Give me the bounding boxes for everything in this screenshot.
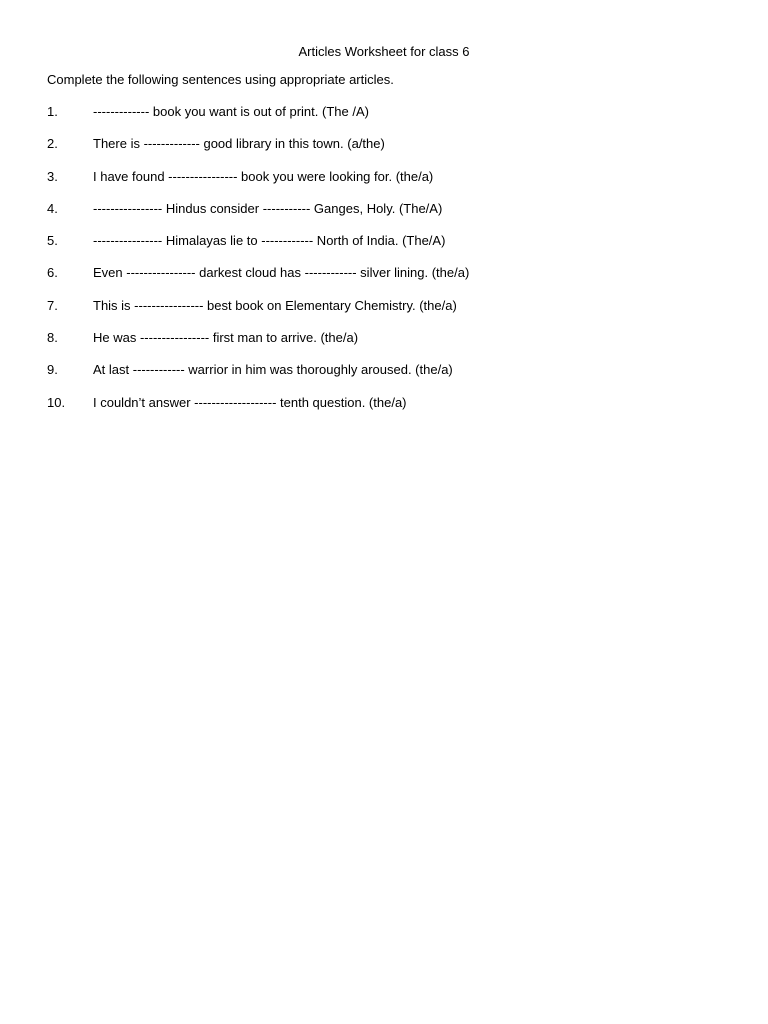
question-number: 8. xyxy=(47,330,58,346)
page-title: Articles Worksheet for class 6 xyxy=(298,44,470,59)
question-text: ---------------- Hindus consider ----------- Ganges, Holy. (The/A) xyxy=(93,200,443,216)
question-number: 9. xyxy=(47,362,58,378)
question-text: This is ---------------- best book on Elementary Chemistry. (the/a) xyxy=(93,297,457,313)
question-number: 3. xyxy=(47,168,58,184)
question-number: 5. xyxy=(47,233,58,249)
question-text: At last ------------ warrior in him was thoroughly aroused. (the/a) xyxy=(93,362,453,378)
question-number: 6. xyxy=(47,265,58,281)
question-text: Even ---------------- darkest cloud has ------------ silver lining. (the/a) xyxy=(93,265,470,281)
question-number: 4. xyxy=(47,200,58,216)
instruction-text: Complete the following sentences using appropriate articles. xyxy=(47,72,394,87)
question-number: 7. xyxy=(47,297,58,313)
question-text: ---------------- Himalayas lie to ------------ North of India. (The/A) xyxy=(93,233,446,249)
question-number: 2. xyxy=(47,136,58,152)
question-text: ------------- book you want is out of print. (The /A) xyxy=(93,104,369,119)
question-text: I have found ---------------- book you were looking for. (the/a) xyxy=(93,168,434,184)
question-number: 1. xyxy=(47,104,58,119)
question-text: He was ---------------- first man to arrive. (the/a) xyxy=(93,330,359,346)
question-number: 10. xyxy=(47,394,66,410)
question-text: I couldn’t answer ------------------- tenth question. (the/a) xyxy=(93,394,407,410)
question-text: There is ------------- good library in this town. (a/the) xyxy=(93,136,385,152)
